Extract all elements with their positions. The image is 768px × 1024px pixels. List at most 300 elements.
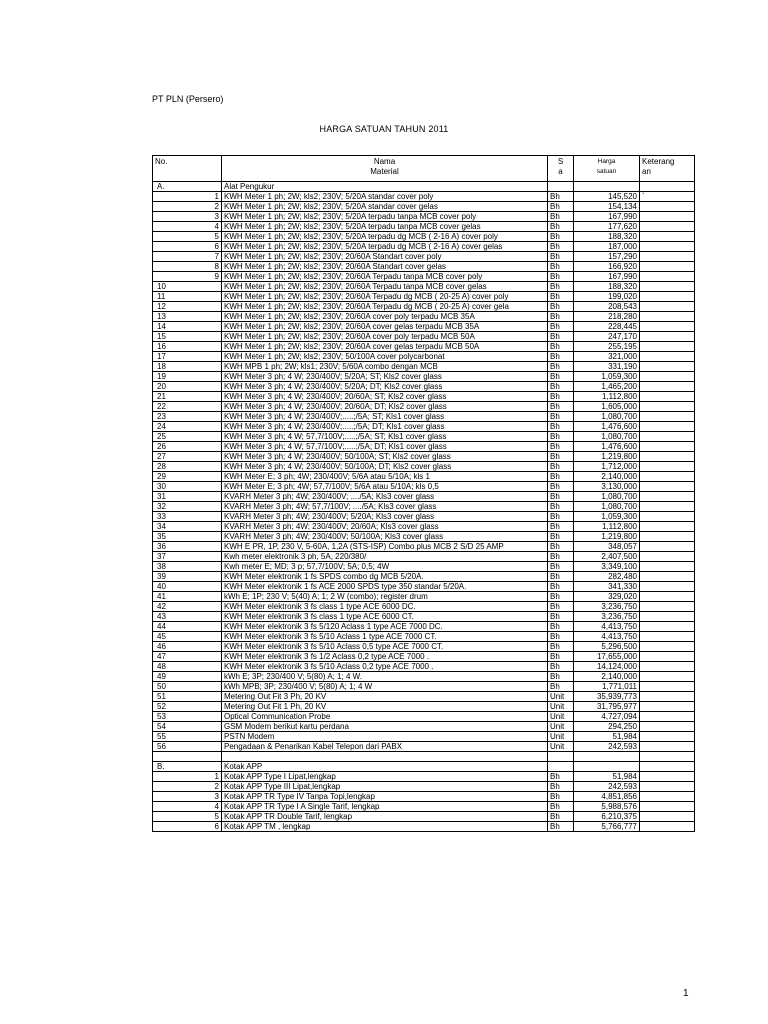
table-row xyxy=(153,402,695,412)
item-price: 228,445 xyxy=(574,322,640,332)
item-name: KWH Meter 1 ph; 2W; kls2; 230V; 5/20A terpadu dg MCB ( 2-16 A) cover gelas xyxy=(222,242,548,252)
item-price: 255,195 xyxy=(574,342,640,352)
item-unit: Bh xyxy=(548,782,574,792)
table-row xyxy=(153,632,695,642)
item-note xyxy=(640,522,695,532)
item-note xyxy=(640,512,695,522)
item-unit: Bh xyxy=(548,452,574,462)
table-row xyxy=(153,472,695,482)
item-unit: Bh xyxy=(548,212,574,222)
table-row xyxy=(153,572,695,582)
item-name: KWH Meter 1 ph; 2W; kls2; 230V; 20/60A Terpadu tanpa MCB cover poly xyxy=(222,272,548,282)
section-b-row xyxy=(153,762,695,772)
item-number: 43 xyxy=(153,612,222,622)
item-unit: Bh xyxy=(548,612,574,622)
item-price: 17,655,000 xyxy=(574,652,640,662)
item-note: ` xyxy=(640,192,695,202)
item-price: 208,543 xyxy=(574,302,640,312)
item-price: 1,112,800 xyxy=(574,392,640,402)
item-price: 1,080,700 xyxy=(574,432,640,442)
item-note xyxy=(640,322,695,332)
item-unit: Bh xyxy=(548,632,574,642)
item-unit: Bh xyxy=(548,592,574,602)
item-unit: Bh xyxy=(548,442,574,452)
item-unit: Bh xyxy=(548,622,574,632)
header-keterangan: Keterang an xyxy=(640,156,695,182)
table-row xyxy=(153,772,695,782)
item-name: Kotak APP Type I Lipat,lengkap xyxy=(222,772,548,782)
item-name: GSM Modem berikut kartu perdana xyxy=(222,722,548,732)
item-number: 1 xyxy=(153,772,222,782)
item-number: 33 xyxy=(153,512,222,522)
table-row xyxy=(153,532,695,542)
item-name: KWH Meter 1 ph; 2W; kls2; 230V; 50/100A cover polycarbonat xyxy=(222,352,548,362)
item-price: 51,984 xyxy=(574,772,640,782)
item-note xyxy=(640,392,695,402)
item-price: 1,712,000 xyxy=(574,462,640,472)
item-name: KWH Meter elektronik 3 fs 1/2 Aclass 0,2 type ACE 7000 . xyxy=(222,652,548,662)
item-note xyxy=(640,452,695,462)
item-unit: Bh xyxy=(548,242,574,252)
item-note xyxy=(640,622,695,632)
item-price: 199,020 xyxy=(574,292,640,302)
table-row xyxy=(153,822,695,832)
item-note xyxy=(640,542,695,552)
item-price: 1,059,300 xyxy=(574,372,640,382)
item-note xyxy=(640,662,695,672)
spacer-row xyxy=(153,752,695,762)
item-name: Metering Out Fit 3 Ph, 20 KV xyxy=(222,692,548,702)
item-note xyxy=(640,712,695,722)
table-row xyxy=(153,592,695,602)
item-unit: Bh xyxy=(548,582,574,592)
table-row xyxy=(153,722,695,732)
item-note xyxy=(640,802,695,812)
item-name: KWH Meter 1 ph; 2W; kls2; 230V; 20/60A cover gelas terpadu MCB 50A xyxy=(222,342,548,352)
item-note xyxy=(640,372,695,382)
item-unit: Bh xyxy=(548,332,574,342)
item-number: 56 xyxy=(153,742,222,752)
item-name: Kotak APP TM , lengkap xyxy=(222,822,548,832)
item-unit: Bh xyxy=(548,352,574,362)
item-price: 1,219,800 xyxy=(574,452,640,462)
table-row xyxy=(153,392,695,402)
item-price: 1,080,700 xyxy=(574,492,640,502)
item-unit: Bh xyxy=(548,382,574,392)
table-row xyxy=(153,232,695,242)
item-note xyxy=(640,212,695,222)
item-price: 242,593 xyxy=(574,782,640,792)
item-price: 4,851,856 xyxy=(574,792,640,802)
item-number: 5 xyxy=(153,232,222,242)
item-name: KVARH Meter 3 ph; 4W; 230/400V; 5/20A; Kls3 cover glass xyxy=(222,512,548,522)
item-unit: Bh xyxy=(548,642,574,652)
item-number: 25 xyxy=(153,432,222,442)
item-note xyxy=(640,772,695,782)
item-unit: Bh xyxy=(548,412,574,422)
table-row xyxy=(153,302,695,312)
section-name: Alat Pengukur xyxy=(222,182,548,192)
item-name: KWH Meter 1 ph; 2W; kls2; 230V; 5/20A terpadu dg MCB ( 2-16 A) cover poly xyxy=(222,232,548,242)
item-name: KWH Meter 1 ph; 2W; kls2; 230V; 5/20A terpadu tanpa MCB cover gelas xyxy=(222,222,548,232)
item-note xyxy=(640,742,695,752)
table-row xyxy=(153,452,695,462)
item-number: 55 xyxy=(153,732,222,742)
item-unit: Bh xyxy=(548,422,574,432)
section-name: Kotak APP xyxy=(222,762,548,772)
table-row xyxy=(153,362,695,372)
item-price: 1,219,800 xyxy=(574,532,640,542)
item-price: 5,988,576 xyxy=(574,802,640,812)
table-row xyxy=(153,642,695,652)
item-unit: Bh xyxy=(548,262,574,272)
table-row xyxy=(153,542,695,552)
header-satuan: S a xyxy=(548,156,574,182)
item-number: 50 xyxy=(153,682,222,692)
table-row xyxy=(153,562,695,572)
item-unit: Bh xyxy=(548,542,574,552)
table-row xyxy=(153,602,695,612)
item-number: 36 xyxy=(153,542,222,552)
item-note xyxy=(640,252,695,262)
item-number: 9 xyxy=(153,272,222,282)
item-note xyxy=(640,412,695,422)
item-name: KVARH Meter 3 ph; 4W; 230/400V; ..../5A; Kls3 cover glass xyxy=(222,492,548,502)
item-name: KWH Meter 3 ph; 4 W; 230/400V; 20/60A; ST; Kls2 cover glass xyxy=(222,392,548,402)
table-row xyxy=(153,422,695,432)
item-name: Kotak APP TR Double Tarif, lengkap xyxy=(222,812,548,822)
table-row xyxy=(153,382,695,392)
item-name: KWH Meter elektronik 1 fs SPDS combo dg MCB 5/20A. xyxy=(222,572,548,582)
item-note xyxy=(640,242,695,252)
item-price: 187,000 xyxy=(574,242,640,252)
item-price: 1,080,700 xyxy=(574,502,640,512)
item-note xyxy=(640,332,695,342)
item-number: 19 xyxy=(153,372,222,382)
item-note xyxy=(640,562,695,572)
item-unit: Bh xyxy=(548,362,574,372)
item-number: 4 xyxy=(153,802,222,812)
company-name: PT PLN (Persero) xyxy=(152,94,224,104)
item-note xyxy=(640,432,695,442)
item-unit: Bh xyxy=(548,572,574,582)
item-number: 27 xyxy=(153,452,222,462)
item-unit: Bh xyxy=(548,522,574,532)
item-name: KWH Meter elektronik 1 fs ACE 2000 SPDS type 350 standar 5/20A. xyxy=(222,582,548,592)
table-row xyxy=(153,812,695,822)
item-unit: Bh xyxy=(548,402,574,412)
header-no: No. xyxy=(153,156,222,182)
item-number: 20 xyxy=(153,382,222,392)
item-price: 157,290 xyxy=(574,252,640,262)
item-unit: Unit xyxy=(548,742,574,752)
item-number: 49 xyxy=(153,672,222,682)
item-unit: Bh xyxy=(548,652,574,662)
item-unit: Unit xyxy=(548,712,574,722)
item-name: KWH Meter 3 ph; 4 W; 230/400V; 5/20A; ST; Kls2 cover glass xyxy=(222,372,548,382)
item-number: 52 xyxy=(153,702,222,712)
item-number: 45 xyxy=(153,632,222,642)
item-unit: Bh xyxy=(548,232,574,242)
item-name: KWH Meter 3 ph; 4 W; 57,7/100V;.....;/5A; ST; Kls1 cover glass xyxy=(222,432,548,442)
item-number: 28 xyxy=(153,462,222,472)
item-unit: Bh xyxy=(548,302,574,312)
item-number: 47 xyxy=(153,652,222,662)
item-price: 145,520 xyxy=(574,192,640,202)
item-number: 8 xyxy=(153,262,222,272)
item-note xyxy=(640,502,695,512)
item-number: 42 xyxy=(153,602,222,612)
item-price: 2,140,000 xyxy=(574,472,640,482)
item-unit: Bh xyxy=(548,472,574,482)
item-name: KWH Meter 1 ph; 2W; kls2; 230V; 5/20A terpadu tanpa MCB cover poly xyxy=(222,212,548,222)
table-row xyxy=(153,292,695,302)
item-name: kWh E; 3P; 230/400 V; 5(80) A; 1; 4 W. xyxy=(222,672,548,682)
header-nama: Nama Material xyxy=(222,156,548,182)
item-name: KWH Meter 1 ph; 2W; kls2; 230V; 20/60A Standart cover poly xyxy=(222,252,548,262)
item-price: 3,236,750 xyxy=(574,602,640,612)
table-row xyxy=(153,322,695,332)
item-number: 40 xyxy=(153,582,222,592)
item-unit: Bh xyxy=(548,502,574,512)
table-row xyxy=(153,582,695,592)
item-price: 5,296,500 xyxy=(574,642,640,652)
table-row xyxy=(153,502,695,512)
item-note xyxy=(640,822,695,832)
price-table xyxy=(152,155,695,832)
item-unit: Bh xyxy=(548,682,574,692)
item-number: 12 xyxy=(153,302,222,312)
item-price: 1,112,800 xyxy=(574,522,640,532)
item-price: 6,210,375 xyxy=(574,812,640,822)
item-name: Pengadaan & Penarikan Kabel Telepon dari PABX xyxy=(222,742,548,752)
item-name: KWH Meter 3 ph; 4 W; 57,7/100V;.....;/5A; DT; Kls1 cover glass xyxy=(222,442,548,452)
item-name: Kwh meter elektronik 3 ph, 5A, 220/380/ xyxy=(222,552,548,562)
item-unit: Unit xyxy=(548,702,574,712)
table-row xyxy=(153,522,695,532)
item-number: 35 xyxy=(153,532,222,542)
item-price: 341,330 xyxy=(574,582,640,592)
item-name: KVARH Meter 3 ph; 4W; 230/400V; 50/100A; Kls3 cover glass xyxy=(222,532,548,542)
item-price: 1,476,600 xyxy=(574,442,640,452)
table-row xyxy=(153,272,695,282)
item-price: 331,190 xyxy=(574,362,640,372)
item-number: 6 xyxy=(153,822,222,832)
item-price: 321,000 xyxy=(574,352,640,362)
item-unit: Bh xyxy=(548,662,574,672)
table-row xyxy=(153,692,695,702)
table-row xyxy=(153,412,695,422)
table-row xyxy=(153,712,695,722)
item-name: KWH MPB 1 ph; 2W; kls1; 230V; 5/60A combo dengan MCB xyxy=(222,362,548,372)
item-note xyxy=(640,472,695,482)
table-header-row xyxy=(153,156,695,182)
item-unit: Bh xyxy=(548,322,574,332)
item-price: 242,593 xyxy=(574,742,640,752)
item-name: KVARH Meter 3 ph; 4W; 230/400V; 20/60A; Kls3 cover glass xyxy=(222,522,548,532)
item-note xyxy=(640,202,695,212)
item-name: Kotak APP TR Type I A Single Tarif, lengkap xyxy=(222,802,548,812)
item-note xyxy=(640,222,695,232)
item-name: KWH Meter elektronik 3 fs 5/120 Aclass 1 type ACE 7000 DC. xyxy=(222,622,548,632)
table-row xyxy=(153,222,695,232)
item-number: 46 xyxy=(153,642,222,652)
item-name: KWH Meter 1 ph; 2W; kls2; 230V; 5/20A standar cover poly xyxy=(222,192,548,202)
item-note xyxy=(640,312,695,322)
item-unit: Bh xyxy=(548,252,574,262)
item-note xyxy=(640,352,695,362)
item-number: 30 xyxy=(153,482,222,492)
item-note xyxy=(640,302,695,312)
item-unit: Bh xyxy=(548,792,574,802)
item-name: KWH Meter E; 3 ph; 4W; 230/400V; 5/6A atau 5/10A; kls 1 xyxy=(222,472,548,482)
table-row xyxy=(153,662,695,672)
item-note xyxy=(640,592,695,602)
item-note xyxy=(640,722,695,732)
item-note xyxy=(640,272,695,282)
item-price: 14,124,000 xyxy=(574,662,640,672)
item-name: PSTN Modem xyxy=(222,732,548,742)
item-price: 348,057 xyxy=(574,542,640,552)
item-price: 1,465,200 xyxy=(574,382,640,392)
item-unit: Bh xyxy=(548,392,574,402)
item-price: 282,480 xyxy=(574,572,640,582)
item-price: 2,407,500 xyxy=(574,552,640,562)
item-name: KWH Meter E; 3 ph; 4W; 57,7/100V; 5/6A atau 5/10A; kls 0,5 xyxy=(222,482,548,492)
item-unit: Bh xyxy=(548,562,574,572)
item-unit: Unit xyxy=(548,692,574,702)
table-row xyxy=(153,192,695,202)
item-number: 41 xyxy=(153,592,222,602)
item-note xyxy=(640,612,695,622)
item-price: 1,476,600 xyxy=(574,422,640,432)
table-row xyxy=(153,512,695,522)
item-number: 51 xyxy=(153,692,222,702)
table-row xyxy=(153,492,695,502)
item-price: 3,349,100 xyxy=(574,562,640,572)
item-note xyxy=(640,652,695,662)
item-unit: Bh xyxy=(548,602,574,612)
item-price: 3,236,750 xyxy=(574,612,640,622)
item-price: 4,727,094 xyxy=(574,712,640,722)
item-number: 44 xyxy=(153,622,222,632)
table-row xyxy=(153,482,695,492)
item-unit: Bh xyxy=(548,272,574,282)
section-a-row xyxy=(153,182,695,192)
item-unit: Bh xyxy=(548,672,574,682)
table-row xyxy=(153,652,695,662)
item-number: 31 xyxy=(153,492,222,502)
item-unit: Bh xyxy=(548,432,574,442)
item-number: 21 xyxy=(153,392,222,402)
item-number: 16 xyxy=(153,342,222,352)
table-row xyxy=(153,252,695,262)
item-unit: Bh xyxy=(548,312,574,322)
table-row xyxy=(153,202,695,212)
item-note xyxy=(640,232,695,242)
item-name: Kotak APP TR Type IV Tanpa Topi,lengkap xyxy=(222,792,548,802)
item-price: 154,134 xyxy=(574,202,640,212)
item-name: KWH Meter elektronik 3 fs 5/10 Aclass 0,5 type ACE 7000 CT. xyxy=(222,642,548,652)
item-number: 53 xyxy=(153,712,222,722)
item-number: 3 xyxy=(153,792,222,802)
item-name: KWH Meter 1 ph; 2W; kls2; 230V; 20/60A Standart cover gelas xyxy=(222,262,548,272)
item-note xyxy=(640,402,695,412)
item-name: Metering Out Fit 1 Ph, 20 KV xyxy=(222,702,548,712)
item-number: 29 xyxy=(153,472,222,482)
table-row xyxy=(153,702,695,712)
item-price: 4,413,750 xyxy=(574,622,640,632)
item-name: kWh E; 1P; 230 V; 5(40) A; 1; 2 W (combo); register drum xyxy=(222,592,548,602)
item-name: KWH Meter 3 ph; 4 W; 230/400V; 5/20A; DT; Kls2 cover glass xyxy=(222,382,548,392)
item-note xyxy=(640,362,695,372)
item-name: Kotak APP Type III Lipat,lengkap xyxy=(222,782,548,792)
item-number: 39 xyxy=(153,572,222,582)
item-name: Kwh meter E; MD; 3 p; 57,7/100V; 5A; 0,5; 4W xyxy=(222,562,548,572)
table-row xyxy=(153,732,695,742)
item-name: Optical Communication Probe xyxy=(222,712,548,722)
item-unit: Bh xyxy=(548,772,574,782)
item-note xyxy=(640,462,695,472)
item-note xyxy=(640,422,695,432)
item-number: 1 xyxy=(153,192,222,202)
item-name: KWH Meter elektronik 3 fs class 1 type ACE 6000 DC. xyxy=(222,602,548,612)
item-note xyxy=(640,292,695,302)
item-note xyxy=(640,382,695,392)
item-price: 218,280 xyxy=(574,312,640,322)
item-note xyxy=(640,682,695,692)
item-number: 11 xyxy=(153,292,222,302)
item-number: 17 xyxy=(153,352,222,362)
item-price: 294,250 xyxy=(574,722,640,732)
item-note xyxy=(640,482,695,492)
table-row xyxy=(153,352,695,362)
item-name: KWH Meter 1 ph; 2W; kls2; 230V; 20/60A Terpadu tanpa MCB cover gelas xyxy=(222,282,548,292)
item-note xyxy=(640,702,695,712)
item-price: 177,620 xyxy=(574,222,640,232)
item-note xyxy=(640,342,695,352)
item-unit: Bh xyxy=(548,282,574,292)
item-note xyxy=(640,792,695,802)
item-note xyxy=(640,532,695,542)
item-price: 167,990 xyxy=(574,272,640,282)
item-number: 13 xyxy=(153,312,222,322)
item-note xyxy=(640,632,695,642)
item-name: kWh MPB; 3P; 230/400 V; 5(80) A; 1; 4 W xyxy=(222,682,548,692)
item-price: 166,920 xyxy=(574,262,640,272)
table-row xyxy=(153,442,695,452)
item-name: KWH Meter 1 ph; 2W; kls2; 230V; 20/60A cover gelas terpadu MCB 35A xyxy=(222,322,548,332)
item-unit: Unit xyxy=(548,722,574,732)
item-name: KWH Meter 3 ph; 4 W; 230/400V;.....;/5A; ST; Kls1 cover glass xyxy=(222,412,548,422)
item-price: 3,130,000 xyxy=(574,482,640,492)
item-number: 23 xyxy=(153,412,222,422)
item-unit: Bh xyxy=(548,202,574,212)
item-unit: Bh xyxy=(548,492,574,502)
item-name: KWH E PR, 1P, 230 V, 5-60A, 1,2A (STS-ISP) Combo plus MCB 2 S/D 25 AMP xyxy=(222,542,548,552)
item-name: KWH Meter 1 ph; 2W; kls2; 230V; 5/20A standar cover gelas xyxy=(222,202,548,212)
table-row xyxy=(153,342,695,352)
item-note xyxy=(640,642,695,652)
item-number: 5 xyxy=(153,812,222,822)
table-row xyxy=(153,332,695,342)
item-unit: Bh xyxy=(548,532,574,542)
table-row xyxy=(153,672,695,682)
item-number: 4 xyxy=(153,222,222,232)
item-name: KWH Meter 3 ph; 4 W; 230/400V; 50/100A; DT; Kls2 cover glass xyxy=(222,462,548,472)
item-number: 54 xyxy=(153,722,222,732)
item-note xyxy=(640,602,695,612)
